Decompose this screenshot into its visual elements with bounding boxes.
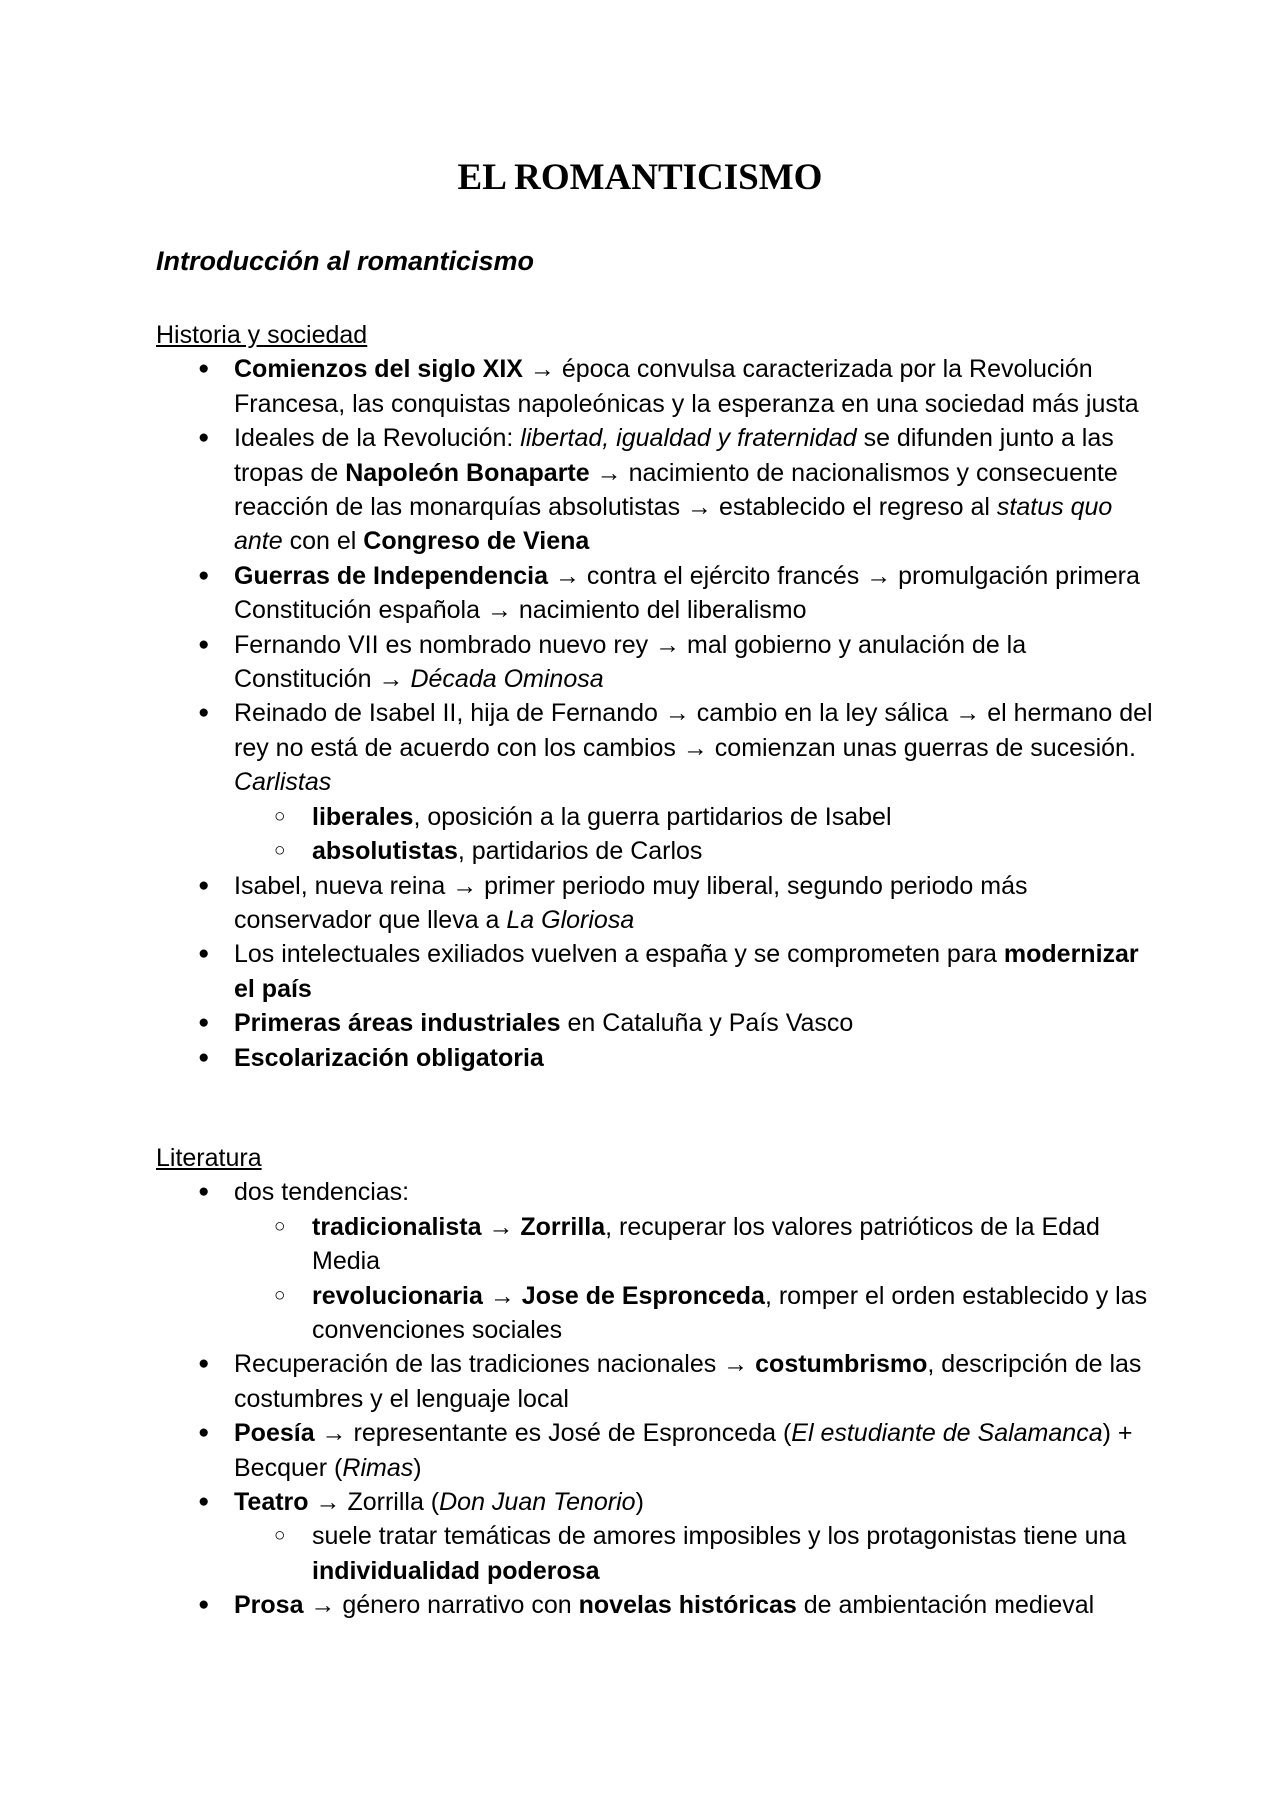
text-run: Escolarización obligatoria — [234, 1043, 544, 1072]
bullet-list-literatura — [156, 1175, 1156, 1622]
text-run: Década Ominosa — [410, 665, 604, 694]
text-run: , oposición a la guerra partidarios de Isabel — [413, 802, 892, 831]
bullet-dot-icon: ● — [198, 702, 210, 724]
text-run: se difunden junto a las tropas de — [234, 424, 1114, 487]
bullet-dot-icon: ● — [198, 1422, 210, 1444]
section-historia — [156, 318, 1156, 1075]
section-heading-literatura: Literatura — [156, 1144, 262, 1172]
list-item — [156, 1006, 1156, 1040]
sub-list-item — [234, 800, 1156, 834]
intro-heading: Introducción al romanticismo — [156, 246, 535, 276]
list-item — [156, 352, 1156, 421]
text-run: , descripción de las costumbres y el lenguaje local — [234, 1350, 1142, 1413]
text-run: → nacimiento de nacionalismos y consecuente reacción de las monarquías absolutistas → establecido el regreso al — [234, 458, 1118, 522]
text-run: revolucionaria → Jose de Espronceda — [312, 1281, 765, 1310]
text-run: Rimas — [342, 1453, 414, 1482]
bullet-circle-icon: ○ — [274, 1525, 286, 1547]
text-run: , recuperar los valores patrióticos de la Edad Media — [312, 1212, 1100, 1276]
text-run: de ambientación medieval — [796, 1591, 1095, 1620]
text-run: Napoleón Bonaparte — [345, 458, 590, 487]
list-item — [156, 937, 1156, 1006]
sub-list — [234, 800, 1156, 869]
bullet-circle-icon: ○ — [274, 1284, 286, 1306]
text-run: Comienzos del siglo XIX — [234, 355, 523, 384]
text-run: costumbrismo — [755, 1350, 928, 1379]
text-run: liberales — [312, 802, 414, 831]
bullet-dot-icon: ● — [198, 358, 210, 380]
list-item — [156, 1416, 1156, 1485]
list-item — [156, 1041, 1156, 1075]
sub-list-item — [234, 1210, 1156, 1279]
text-run: dos tendencias: — [234, 1178, 410, 1207]
text-run: Ideales de la Revolución: — [234, 424, 521, 453]
text-run: , romper el orden establecido y las convenciones sociales — [312, 1281, 1148, 1345]
text-run: tradicionalista → Zorrilla — [312, 1212, 606, 1241]
text-run: Isabel, nueva reina → primer periodo muy liberal, segundo periodo más conservador que lleva a — [234, 871, 1028, 934]
text-run: La Gloriosa — [506, 905, 635, 934]
section-literatura — [156, 1141, 1156, 1623]
bullet-circle-icon: ○ — [274, 1215, 286, 1237]
list-item — [156, 1485, 1156, 1588]
sub-list-item — [234, 1279, 1156, 1348]
list-item — [156, 1588, 1156, 1622]
text-run: Poesía — [234, 1419, 315, 1448]
text-run: Recuperación de las tradiciones nacionales → — [234, 1350, 756, 1379]
sub-list — [234, 1210, 1156, 1348]
text-run: → Zorrilla ( — [308, 1488, 440, 1517]
text-run: Don Juan Tenorio — [439, 1488, 636, 1517]
text-run: ) + Becquer ( — [234, 1419, 1133, 1482]
list-item — [156, 696, 1156, 868]
list-item — [156, 1347, 1156, 1416]
text-run: ) — [635, 1488, 644, 1517]
bullet-dot-icon: ● — [198, 1046, 210, 1068]
text-run: Guerras de Independencia — [234, 561, 548, 590]
text-run: Carlistas — [234, 768, 332, 797]
text-run: libertad, igualdad y fraternidad — [520, 424, 857, 453]
text-run: suele tratar temáticas de amores imposibles y los protagonistas tiene una — [312, 1522, 1127, 1551]
text-run: Fernando VII es nombrado nuevo rey → mal gobierno y anulación de la Constitución → — [234, 630, 1027, 694]
text-run: ) — [413, 1453, 422, 1482]
bullet-circle-icon: ○ — [274, 840, 286, 862]
list-item — [156, 421, 1156, 559]
section-heading-historia: Historia y sociedad — [156, 321, 368, 349]
list-item — [156, 628, 1156, 697]
text-run: El estudiante de Salamanca — [791, 1419, 1103, 1448]
sub-list-item — [234, 834, 1156, 868]
bullet-list-historia — [156, 352, 1156, 1075]
bullet-dot-icon: ● — [198, 427, 210, 449]
bullet-dot-icon: ● — [198, 1594, 210, 1616]
text-run: status quo ante — [234, 493, 1113, 556]
text-run: modernizar el país — [234, 940, 1139, 1003]
text-run: individualidad poderosa — [312, 1556, 600, 1585]
text-run: → género narrativo con — [303, 1591, 579, 1620]
text-run: Teatro — [234, 1488, 309, 1517]
text-run: → contra el ejército francés → promulgación primera Constitución española → nacimiento del liberalismo — [234, 561, 1140, 625]
text-run: , partidarios de Carlos — [457, 837, 703, 866]
text-run: Reinado de Isabel II, hija de Fernando → cambio en la ley sálica → el hermano del rey no está de acuerdo con los cambios → comienzan unas guerras de sucesión. — [234, 699, 1153, 762]
text-run: novelas históricas — [578, 1591, 797, 1620]
text-run: → representante es José de Espronceda ( — [314, 1419, 792, 1448]
sub-list-item — [234, 1519, 1156, 1588]
document-title: EL ROMANTICISMO — [457, 157, 823, 198]
text-run: Los intelectuales exiliados vuelven a españa y se comprometen para — [234, 940, 1004, 969]
text-run: absolutistas — [312, 837, 458, 866]
text-run: → época convulsa caracterizada por la Revolución Francesa, las conquistas napoleónicas y la esperanza en una sociedad más justa — [234, 355, 1139, 418]
bullet-dot-icon: ● — [198, 1012, 210, 1034]
bullet-dot-icon: ● — [198, 633, 210, 655]
text-run: Prosa — [234, 1591, 304, 1620]
bullet-circle-icon: ○ — [274, 805, 286, 827]
list-item — [156, 1175, 1156, 1347]
bullet-dot-icon: ● — [198, 1491, 210, 1513]
text-run: en Cataluña y País Vasco — [560, 1009, 854, 1038]
bullet-dot-icon: ● — [198, 943, 210, 965]
bullet-dot-icon: ● — [198, 1353, 210, 1375]
text-run: con el — [282, 527, 364, 556]
bullet-dot-icon: ● — [198, 874, 210, 896]
sub-list — [234, 1519, 1156, 1588]
text-run: Congreso de Viena — [363, 527, 590, 556]
text-run: Primeras áreas industriales — [234, 1009, 561, 1038]
bullet-dot-icon: ● — [198, 564, 210, 586]
list-item — [156, 869, 1156, 938]
list-item — [156, 559, 1156, 628]
bullet-dot-icon: ● — [198, 1181, 210, 1203]
